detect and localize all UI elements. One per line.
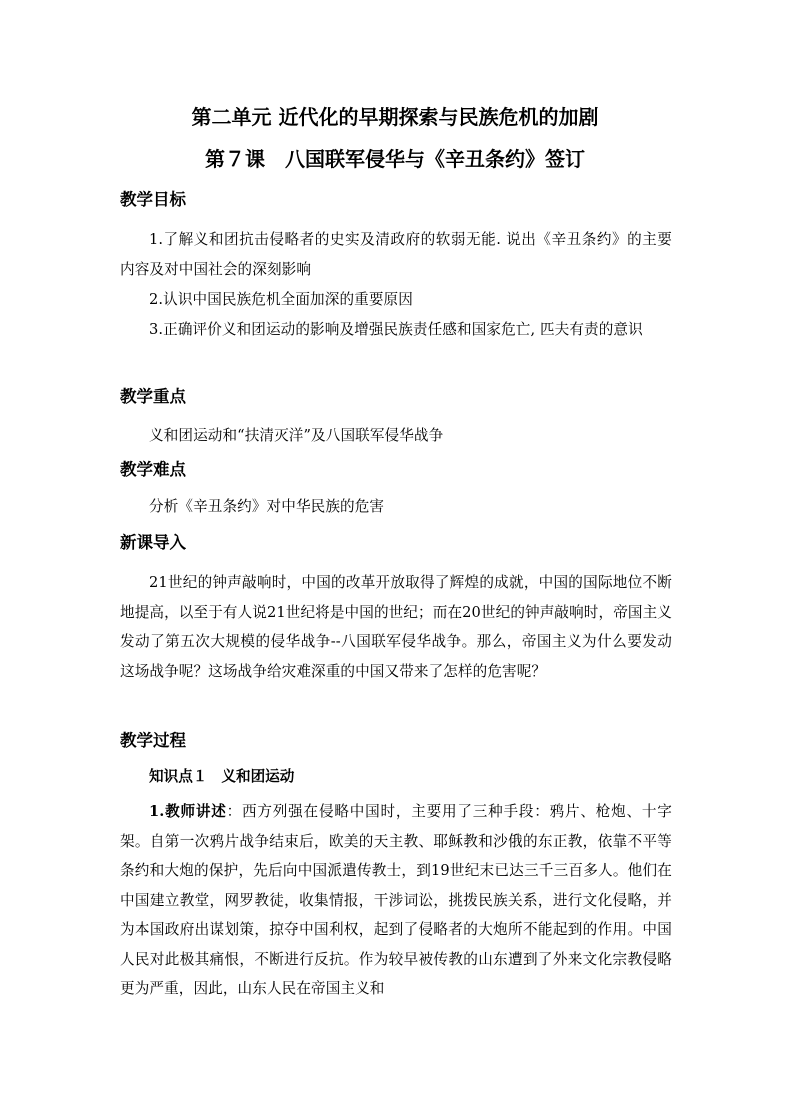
goal-item-3: 3.正确评价义和团运动的影响及增强民族责任感和国家危亡, 匹夫有责的意识 (149, 321, 643, 338)
goal-item-2: 2.认识中国民族危机全面加深的重要原因 (149, 291, 413, 308)
goal-item-1: 1.了解义和团抗击侵略者的史实及清政府的软弱无能. 说出《辛丑条约》的主要内容及对中国社会的深刻影响 (120, 231, 672, 278)
process-heading: 教学过程 (120, 731, 186, 750)
difficulties-heading: 教学难点 (120, 460, 186, 479)
difficulties-text: 分析《辛丑条约》对中华民族的危害 (149, 498, 385, 515)
intro-text: 21世纪的钟声敲响时，中国的改革开放取得了辉煌的成就，中国的国际地位不断地提高，以至于有人说21世纪将是中国的世纪；而在20世纪的钟声敲响时，帝国主义发动了第五次大规模的侵华战争--八国联军侵华战争。那么，帝国主义为什么要发动这场战争呢？这场战争给灾难深重的中国又带来了怎样的危害呢？ (120, 574, 672, 680)
knowledge-point-title (149, 766, 294, 788)
process-body: ：西方列强在侵略中国时，主要用了三种手段：鸦片、枪炮、十字架。自第一次鸦片战争结束后，欧美的天主教、耶稣教和沙俄的东正教，依靠不平等条约和大炮的保护，先后向中国派遣传教士，到19世纪末已达三千三百多人。他们在中国建立教堂，网罗教徒，收集情报，干涉词讼，挑拨民族关系，进行文化侵略，并为本国政府出谋划策，掠夺中国利权，起到了侵略者的大炮所不能起到的作用。中国人民对此极其痛恨，不断进行反抗。作为较早被传教的山东遭到了外来文化宗教侵略更为严重，因此，山东人民在帝国主义和 (120, 803, 673, 997)
process-text (120, 797, 672, 1004)
lesson-title: 第７课 八国联军侵华与《辛丑条约》签订 (205, 147, 585, 171)
process-lead: 1.教师讲述 (149, 803, 227, 820)
key-points-heading: 教学重点 (120, 387, 186, 406)
knowledge-point-name: 义和团运动 (221, 768, 295, 785)
knowledge-point-label: 知识点１ (149, 768, 208, 785)
key-points-text: 义和团运动和“扶清灭洋”及八国联军侵华战争 (149, 427, 444, 444)
intro-heading: 新课导入 (120, 533, 186, 552)
unit-title: 第二单元 近代化的早期探索与民族危机的加剧 (191, 105, 599, 129)
goals-heading: 教学目标 (120, 190, 186, 209)
